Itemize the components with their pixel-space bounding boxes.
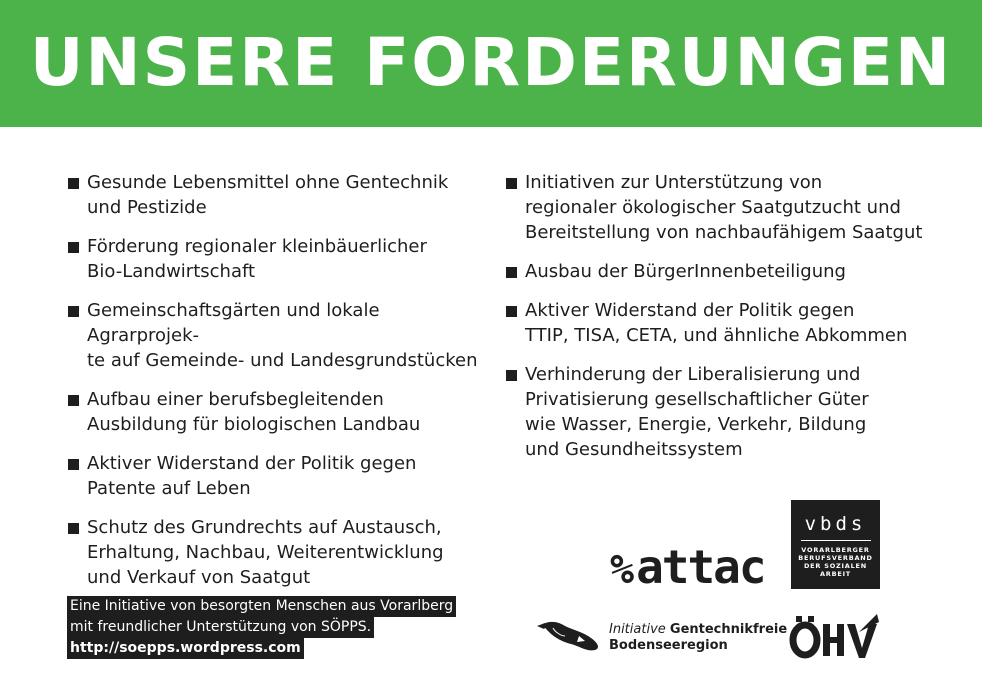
demand-text: Initiativen zur Unterstützung von regionaler ökologischer Saatgutzucht und Bereitstellung von nachbaufähigem Saatgut xyxy=(525,172,923,243)
square-bullet-icon xyxy=(68,242,79,253)
gentechnikfrei-logo xyxy=(609,622,787,654)
list-item xyxy=(68,515,488,590)
vbds-line-3: DER SOZIALEN ARBEIT xyxy=(803,562,868,578)
initiative-note xyxy=(67,596,456,659)
list-item xyxy=(506,298,946,348)
demand-text: Aufbau einer berufsbegleitenden Ausbildung für biologischen Landbau xyxy=(87,389,421,435)
square-bullet-icon xyxy=(506,178,517,189)
demand-text: Förderung regionaler kleinbäuerlicher Bio-Landwirtschaft xyxy=(87,236,427,282)
demands-list-right xyxy=(506,170,946,476)
square-bullet-icon xyxy=(68,306,79,317)
demand-text: Aktiver Widerstand der Politik gegen Patente auf Leben xyxy=(87,453,417,499)
square-bullet-icon xyxy=(506,306,517,317)
vbds-divider xyxy=(801,540,871,541)
square-bullet-icon xyxy=(68,523,79,534)
list-item xyxy=(68,234,488,284)
list-item xyxy=(68,298,488,373)
square-bullet-icon xyxy=(68,395,79,406)
vbds-line-1: VORARLBERGER xyxy=(801,546,870,554)
initiative-line-2: mit freundlicher Unterstützung von SÖPPS. xyxy=(67,617,374,638)
square-bullet-icon xyxy=(68,459,79,470)
demand-text: Ausbau der BürgerInnenbeteiligung xyxy=(525,261,846,282)
vbds-logo xyxy=(791,500,880,589)
list-item xyxy=(68,170,488,220)
list-item xyxy=(506,362,946,462)
gentechnikfrei-name-2: Bodenseeregion xyxy=(609,638,728,653)
attac-wordmark: attac xyxy=(636,540,765,594)
demands-list-left xyxy=(68,170,488,604)
demand-text: Aktiver Widerstand der Politik gegen TTIP, TISA, CETA, und ähnliche Abkommen xyxy=(525,300,908,346)
initiative-line-1: Eine Initiative von besorgten Menschen aus Vorarlberg xyxy=(67,596,456,617)
attac-mark-icon: % xyxy=(610,547,633,593)
page-title: UNSERE FORDERUNGEN xyxy=(29,24,953,101)
vbds-abbr: vbds xyxy=(804,513,867,535)
website-link[interactable]: http://soepps.wordpress.com xyxy=(67,638,304,659)
header-banner xyxy=(0,0,982,127)
oehv-logo-icon xyxy=(789,612,881,664)
list-item xyxy=(68,387,488,437)
demand-text: Verhinderung der Liberalisierung und Privatisierung gesellschaftlicher Güter wie Wasser, Energie, Verkehr, Bildung und Gesundheitssystem xyxy=(525,364,869,460)
list-item xyxy=(506,259,946,284)
list-item xyxy=(68,451,488,501)
square-bullet-icon xyxy=(68,178,79,189)
square-bullet-icon xyxy=(506,267,517,278)
lake-constance-fish-icon xyxy=(535,614,603,654)
square-bullet-icon xyxy=(506,370,517,381)
demand-text: Schutz des Grundrechts auf Austausch, Erhaltung, Nachbau, Weiterentwicklung und Verkauf von Saatgut xyxy=(87,517,444,588)
vbds-line-2: BERUFSVERBAND xyxy=(798,554,873,562)
demand-text: Gemeinschaftsgärten und lokale Agrarprojek- te auf Gemeinde- und Landesgrundstücken xyxy=(87,300,478,371)
attac-logo xyxy=(610,539,765,598)
gentechnikfrei-prefix: Initiative xyxy=(609,622,666,637)
list-item xyxy=(506,170,946,245)
gentechnikfrei-name-1: Gentechnikfreie xyxy=(669,622,788,637)
demand-text: Gesunde Lebensmittel ohne Gentechnik und Pestizide xyxy=(87,172,449,218)
